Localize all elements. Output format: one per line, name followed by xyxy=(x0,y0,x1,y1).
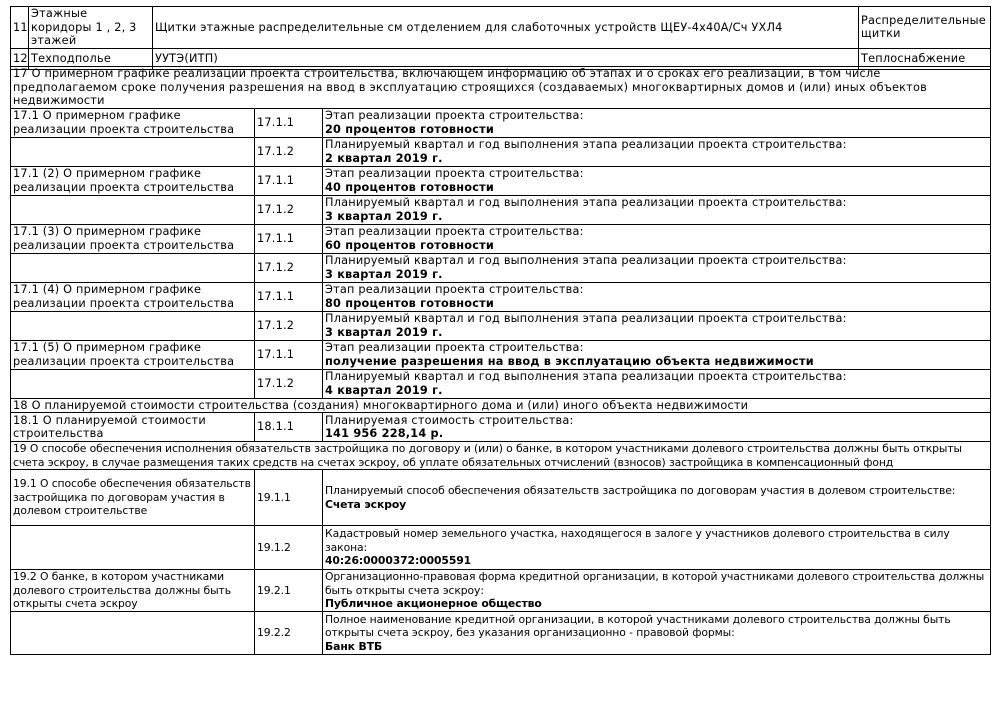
item-code: 19.1.2 xyxy=(255,526,323,570)
item-code: 18.1.1 xyxy=(255,413,323,442)
item-label: Планируемая стоимость строительства: xyxy=(325,413,574,427)
item-content xyxy=(323,224,991,253)
item-content xyxy=(323,470,991,526)
table-row xyxy=(11,470,991,526)
equipment-description: Щитки этажные распределительные см отделением для слаботочных устройств ЩЕУ-4х40А/Сч УХЛ4 xyxy=(153,7,859,49)
equipment-location: Техподполье xyxy=(29,48,153,69)
item-content xyxy=(323,570,991,612)
item-content xyxy=(323,612,991,655)
section-header: 19 О способе обеспечения исполнения обязательств застройщика по договору и (или) о банке, в котором участниками долевого строительства должны быть открыты счета эскроу, в случае размещения таких средств на счетах эскроу, об уплате обязательных отчислений (взносов) застройщика в компенсационный фонд xyxy=(11,442,991,470)
item-label: Планируемый способ обеспечения обязательств застройщика по договорам участия в долевом строительстве: xyxy=(325,484,956,497)
table-row xyxy=(11,224,991,253)
section-title: 17.1 (3) О примерном графике реализации проекта строительства xyxy=(11,224,255,253)
item-code: 17.1.2 xyxy=(255,369,323,398)
item-content xyxy=(323,195,991,224)
item-code: 17.1.1 xyxy=(255,282,323,311)
item-code: 17.1.2 xyxy=(255,137,323,166)
table-row xyxy=(11,413,991,442)
section-title: 17.1 (5) О примерном графике реализации проекта строительства xyxy=(11,340,255,369)
item-value: 3 квартал 2019 г. xyxy=(325,325,443,339)
item-label: Полное наименование кредитной организации, в которой участниками долевого строительства должны быть открыты счета эскроу, без указания организационно - правовой формы: xyxy=(325,612,951,640)
item-label: Планируемый квартал и год выполнения этапа реализации проекта строительства: xyxy=(325,254,847,267)
item-content xyxy=(323,253,991,282)
equipment-description: УУТЭ(ИТП) xyxy=(153,48,859,69)
item-value: 40 процентов готовности xyxy=(325,180,494,194)
item-value: 4 квартал 2019 г. xyxy=(325,383,443,397)
table-row xyxy=(11,282,991,311)
section-title: 19.1 О способе обеспечения обязательств застройщика по договорам участия в долевом строительстве xyxy=(11,470,255,526)
item-content xyxy=(323,166,991,195)
table-row xyxy=(11,137,991,166)
table-row xyxy=(11,253,991,282)
item-content xyxy=(323,369,991,398)
item-value: Публичное акционерное общество xyxy=(325,597,542,611)
item-code: 17.1.1 xyxy=(255,340,323,369)
table-row xyxy=(11,369,991,398)
item-code: 19.2.1 xyxy=(255,570,323,612)
table-row xyxy=(11,311,991,340)
section-title: 17.1 (4) О примерном графике реализации проекта строительства xyxy=(11,282,255,311)
item-label: Планируемый квартал и год выполнения этапа реализации проекта строительства: xyxy=(325,196,847,209)
item-content xyxy=(323,413,991,442)
item-value: 3 квартал 2019 г. xyxy=(325,267,443,281)
item-value: 80 процентов готовности xyxy=(325,296,494,310)
equipment-purpose: Распределительные щитки xyxy=(859,7,991,49)
section-title: 17.1 (2) О примерном графике реализации проекта строительства xyxy=(11,166,255,195)
item-code: 17.1.1 xyxy=(255,224,323,253)
item-value: Счета эскроу xyxy=(325,497,407,511)
table-row xyxy=(11,340,991,369)
section-header-row xyxy=(11,67,991,109)
section-title xyxy=(11,369,255,398)
item-label: Планируемый квартал и год выполнения этапа реализации проекта строительства: xyxy=(325,370,847,383)
item-value: 20 процентов готовности xyxy=(325,122,494,136)
item-value: 40:26:0000372:0005591 xyxy=(325,554,472,568)
item-value: 2 квартал 2019 г. xyxy=(325,151,443,165)
item-code: 19.1.1 xyxy=(255,470,323,526)
item-value: получение разрешения на ввод в эксплуатацию объекта недвижимости xyxy=(325,354,814,368)
item-value: 60 процентов готовности xyxy=(325,238,494,252)
item-label: Этап реализации проекта строительства: xyxy=(325,341,584,354)
item-code: 17.1.2 xyxy=(255,311,323,340)
section-header: 18 О планируемой стоимости строительства (создания) многоквартирного дома и (или) иного объекта недвижимости xyxy=(11,398,991,413)
section-title: 18.1 О планируемой стоимости строительства xyxy=(11,413,255,442)
item-code: 17.1.2 xyxy=(255,195,323,224)
section-header-row xyxy=(11,398,991,413)
section-title xyxy=(11,526,255,570)
item-label: Этап реализации проекта строительства: xyxy=(325,283,584,296)
table-row xyxy=(11,166,991,195)
item-label: Кадастровый номер земельного участка, находящегося в залоге у участников долевого строительства в силу закона: xyxy=(325,527,950,554)
equipment-num: 11 xyxy=(11,7,29,49)
equipment-row xyxy=(11,7,991,49)
item-content xyxy=(323,311,991,340)
project-info-table xyxy=(10,66,991,655)
section-title: 19.2 О банке, в котором участниками долевого строительства должны быть открыты счета эскроу xyxy=(11,570,255,612)
item-content xyxy=(323,137,991,166)
item-code: 17.1.2 xyxy=(255,253,323,282)
item-content xyxy=(323,526,991,570)
equipment-purpose: Теплоснабжение xyxy=(859,48,991,69)
item-code: 17.1.1 xyxy=(255,108,323,137)
item-code: 19.2.2 xyxy=(255,612,323,655)
section-title xyxy=(11,137,255,166)
equipment-num: 12 xyxy=(11,48,29,69)
section-header: 17 О примерном графике реализации проекта строительства, включающем информацию об этапах и о сроках его реализации, в том числе предполагаемом сроке получения разрешения на ввод в эксплуатацию строящихся (создаваемых) многоквартирных домов и (или) иных объектов недвижимости xyxy=(11,67,991,109)
item-label: Этап реализации проекта строительства: xyxy=(325,225,584,238)
item-content xyxy=(323,282,991,311)
item-value: 3 квартал 2019 г. xyxy=(325,209,443,223)
item-content xyxy=(323,108,991,137)
table-row xyxy=(11,526,991,570)
equipment-location: Этажные коридоры 1 , 2, 3 этажей xyxy=(29,7,153,49)
item-value: Банк ВТБ xyxy=(325,639,383,653)
section-header-row xyxy=(11,442,991,470)
section-title xyxy=(11,311,255,340)
item-value: 141 956 228,14 р. xyxy=(325,427,444,440)
item-label: Организационно-правовая форма кредитной организации, в которой участниками долевого строительства должны быть открыты счета эскроу: xyxy=(325,570,985,597)
item-label: Планируемый квартал и год выполнения этапа реализации проекта строительства: xyxy=(325,138,847,151)
table-row xyxy=(11,570,991,612)
section-title xyxy=(11,253,255,282)
item-label: Этап реализации проекта строительства: xyxy=(325,109,584,122)
item-label: Планируемый квартал и год выполнения этапа реализации проекта строительства: xyxy=(325,312,847,325)
table-row xyxy=(11,612,991,655)
item-content xyxy=(323,340,991,369)
section-title: 17.1 О примерном графике реализации проекта строительства xyxy=(11,108,255,137)
table-row xyxy=(11,195,991,224)
item-code: 17.1.1 xyxy=(255,166,323,195)
section-title xyxy=(11,612,255,655)
item-label: Этап реализации проекта строительства: xyxy=(325,167,584,180)
table-row xyxy=(11,108,991,137)
section-title xyxy=(11,195,255,224)
equipment-table xyxy=(10,6,991,70)
